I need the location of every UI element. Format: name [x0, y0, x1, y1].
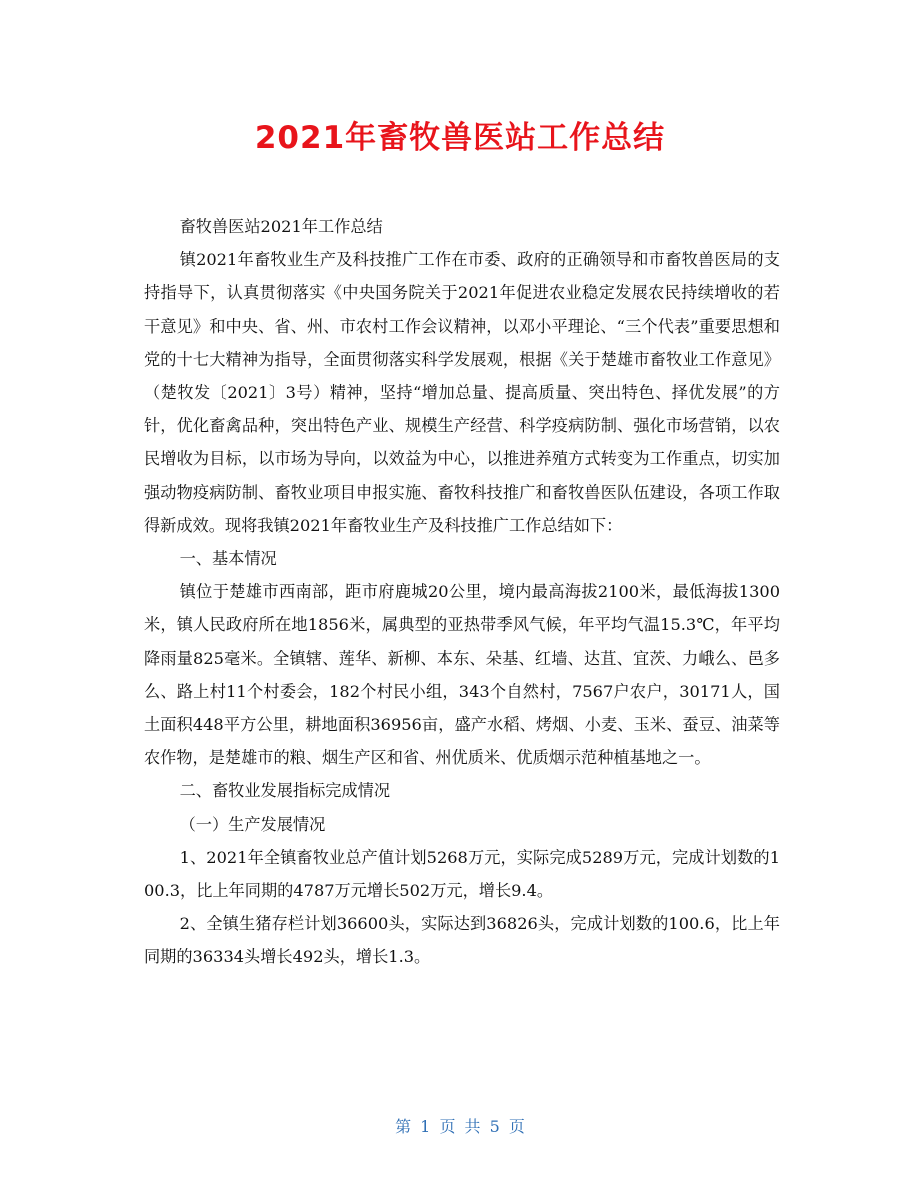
paragraph-subtitle: 畜牧兽医站2021年工作总结: [179, 217, 383, 236]
heading-indicators: 二、畜牧业发展指标完成情况: [179, 781, 391, 801]
paragraph-basic-situation: 镇位于楚雄市西南部，距市府鹿城20公里，境内最高海拔2100米，最低海拔1300米，镇人民政府所在地1856米，属典型的亚热带季风气候，年平均气温15.3℃，年平均降雨量825毫米。全镇辖、莲华、新柳、本东、朵基、红墙、达苴、宜茨、力峨么、邑多么、路上村11个村委会，182个村民小组，343个自然村，7567户农户，30171人，国土面积448平方公里，耕地面积36956亩，盛产水稻、烤烟、小麦、玉米、蚕豆、油菜等农作物，是楚雄市的粮、烟生产区和省、州优质米、优质烟示范种植基地之一。: [144, 582, 780, 768]
heading-production: （一）生产发展情况: [179, 814, 326, 834]
document-title: 2021年畜牧兽医站工作总结: [254, 120, 666, 156]
document-body: [144, 210, 780, 974]
paragraph-item-1: 1、2021年全镇畜牧业总产值计划5268万元，实际完成5289万元，完成计划数的100.3，比上年同期的4787万元增长502万元，增长9.4。: [144, 847, 780, 901]
paragraph-intro: 镇2021年畜牧业生产及科技推广工作在市委、政府的正确领导和市畜牧兽医局的支持指导下，认真贯彻落实《中央国务院关于2021年促进农业稳定发展农民持续增收的若干意见》和中央、省、州、市农村工作会议精神，以邓小平理论、“三个代表”重要思想和党的十七大精神为指导，全面贯彻落实科学发展观，根据《关于楚雄市畜牧业工作意见》（楚牧发〔2021〕3号）精神，坚持“增加总量、提高质量、突出特色、择优发展”的方针，优化畜禽品种，突出特色产业、规模生产经营、科学疫病防制、强化市场营销，以农民增收为目标，以市场为导向，以效益为中心，以推进养殖方式转变为工作重点，切实加强动物疫病防制、畜牧业项目申报实施、畜牧科技推广和畜牧兽医队伍建设，各项工作取得新成效。现将我镇2021年畜牧业生产及科技推广工作总结如下：: [144, 250, 780, 535]
paragraph-item-2: 2、全镇生猪存栏计划36600头，实际达到36826头，完成计划数的100.6，比上年同期的36334头增长492头，增长1.3。: [144, 914, 780, 967]
heading-basic-situation: 一、基本情况: [179, 549, 277, 569]
page-footer: 第 1 页 共 5 页: [395, 1117, 525, 1136]
